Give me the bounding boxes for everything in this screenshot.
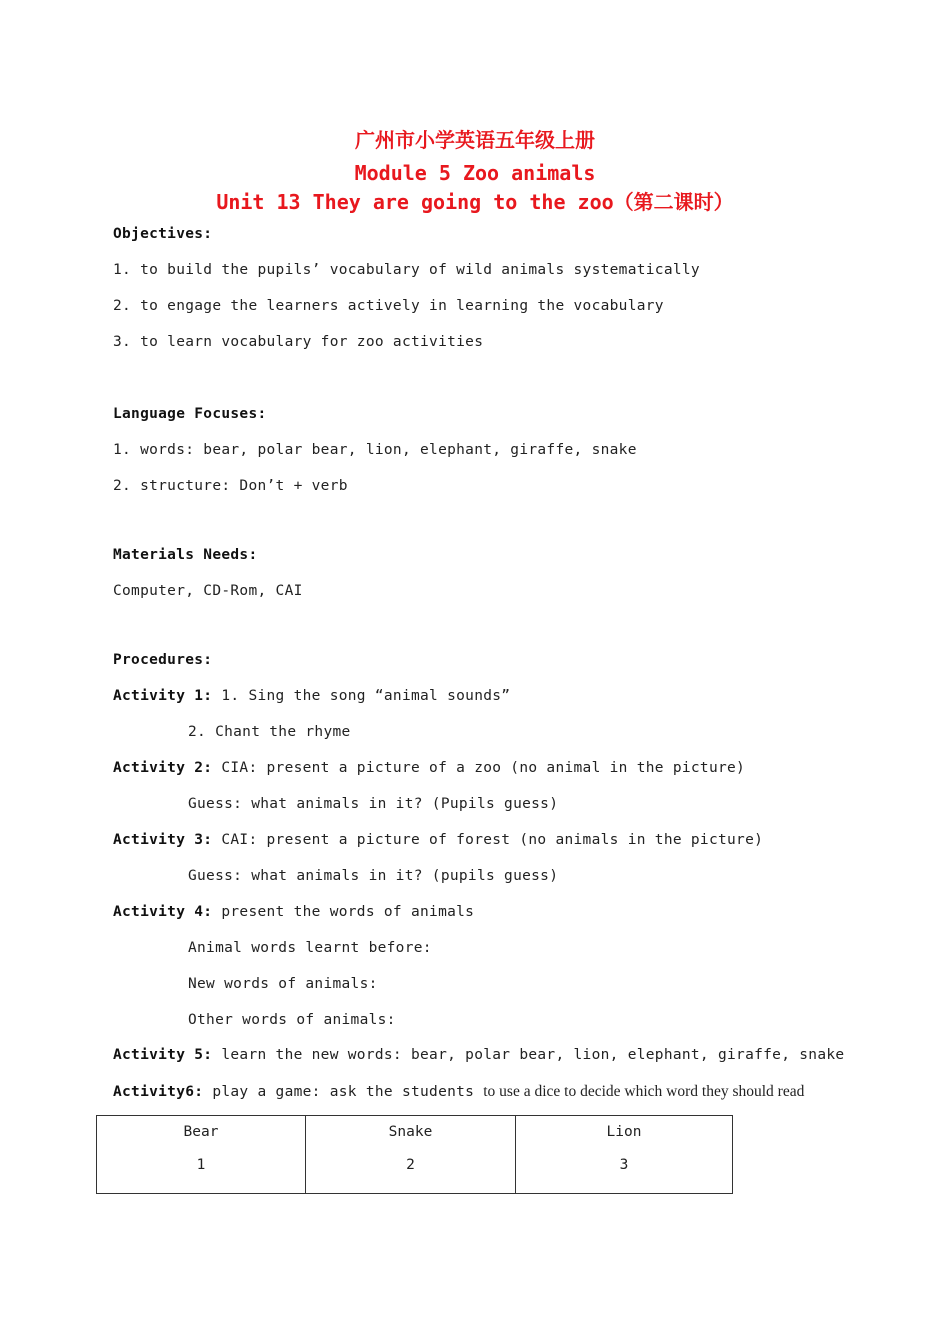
language-item: 1. words: bear, polar bear, lion, elephant, giraffe, snake — [113, 442, 637, 458]
activity-text: play a game: ask the students — [203, 1084, 484, 1100]
activity-4-line-2: Animal words learnt before: — [188, 940, 432, 956]
activity-text-serif: to use a dice to decide which word they should read — [483, 1083, 805, 1100]
cell-word: Lion — [606, 1124, 642, 1140]
language-item: 2. structure: Don’t + verb — [113, 478, 348, 494]
activity-text: present the words of animals — [212, 904, 475, 920]
activity-text: 1. Sing the song “animal sounds” — [212, 688, 511, 704]
materials-text: Computer, CD-Rom, CAI — [113, 583, 303, 599]
cell-number: 3 — [619, 1157, 629, 1173]
activity-3-line-2: Guess: what animals in it? (pupils guess) — [188, 868, 559, 884]
objective-item: 3. to learn vocabulary for zoo activities — [113, 334, 484, 350]
activity-label: Activity 2: — [113, 760, 213, 776]
procedures-heading: Procedures: — [113, 652, 213, 668]
activity-2 — [113, 760, 745, 776]
objective-item: 2. to engage the learners actively in learning the vocabulary — [113, 298, 664, 314]
materials-heading: Materials Needs: — [113, 547, 258, 563]
activity-6 — [113, 1083, 804, 1101]
table-cell — [306, 1116, 516, 1194]
table-row — [97, 1116, 733, 1194]
language-focuses-heading: Language Focuses: — [113, 406, 267, 422]
activity-2-line-2: Guess: what animals in it? (Pupils guess) — [188, 796, 559, 812]
activity-text: CIA: present a picture of a zoo (no animal in the picture) — [212, 760, 746, 776]
dice-word-table — [96, 1115, 733, 1194]
table-cell — [516, 1116, 733, 1194]
activity-3 — [113, 832, 763, 848]
unit-title: Unit 13 They are going to the zoo（第二课时） — [216, 190, 734, 214]
module-title: Module 5 Zoo animals — [354, 161, 596, 185]
activity-label: Activity 4: — [113, 904, 213, 920]
activity-4-line-3: New words of animals: — [188, 976, 378, 992]
activity-4-line-4: Other words of animals: — [188, 1012, 396, 1028]
chinese-title: 广州市小学英语五年级上册 — [355, 128, 595, 152]
activity-label: Activity 1: — [113, 688, 213, 704]
activity-text: CAI: present a picture of forest (no animals in the picture) — [212, 832, 764, 848]
activity-5 — [113, 1047, 844, 1063]
activity-label: Activity 5: — [113, 1047, 213, 1063]
objective-item: 1. to build the pupils’ vocabulary of wild animals systematically — [113, 262, 700, 278]
cell-number: 1 — [196, 1157, 206, 1173]
objectives-heading: Objectives: — [113, 226, 213, 242]
activity-label: Activity 3: — [113, 832, 213, 848]
activity-1 — [113, 688, 510, 704]
cell-word: Snake — [388, 1124, 433, 1140]
table-cell — [97, 1116, 306, 1194]
cell-number: 2 — [406, 1157, 415, 1173]
activity-4 — [113, 904, 474, 920]
activity-label: Activity6: — [113, 1084, 204, 1100]
cell-word: Bear — [183, 1124, 219, 1140]
activity-1-line-2: 2. Chant the rhyme — [188, 724, 351, 740]
activity-text: learn the new words: bear, polar bear, lion, elephant, giraffe, snake — [212, 1047, 845, 1063]
